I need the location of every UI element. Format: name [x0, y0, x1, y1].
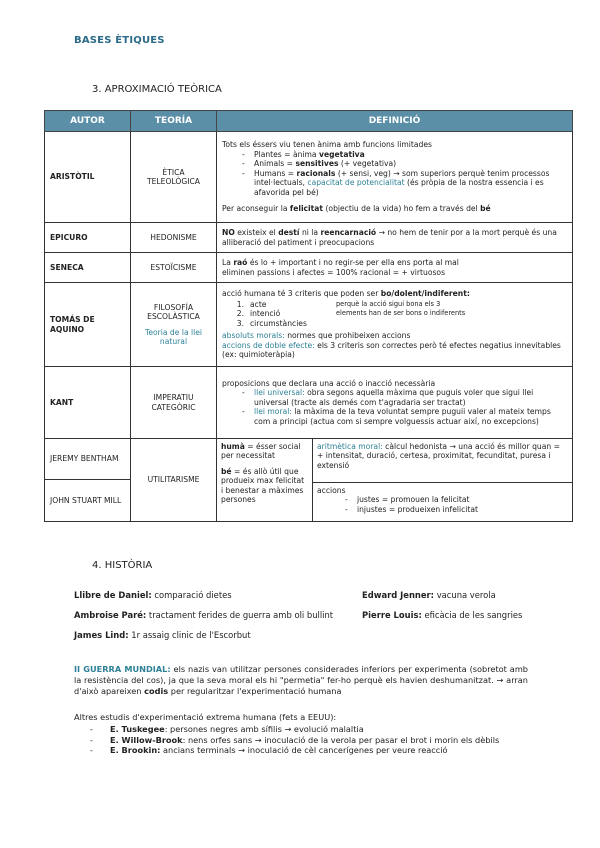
- section-4-title: 4. HISTÒRIA: [92, 560, 153, 571]
- definicio-cell: [217, 132, 573, 223]
- teoria-cell: UTILITARISME: [131, 439, 217, 522]
- altres-list: [90, 724, 530, 756]
- list-item: - llei moral: la màxima de la teva voluntat sempre puguii valer al mateix temps com a principi (actua com si sempre volguessis actuar així, no excepcions): [254, 407, 567, 426]
- table-row: [45, 439, 573, 522]
- definicio-cell: proposicions que declara una acció o inacció necessària - llei universal: obra segons aquella màxima que puguis voler que sigui llei universal (tracte als demés com t'agradaria ser tractat) - llei moral: la màxima de la teva voluntat sempre puguii valer al mateix temps com a principi (actua com si sempre volguessis actuar així, no excepcions): [217, 367, 573, 439]
- historia-lind: James Lind: 1r assaig clinic de l'Escorbut: [74, 630, 251, 640]
- historia-louis: Pierre Louis: eficàcia de les sangries: [362, 610, 523, 620]
- section-3-title: 3. APROXIMACIÓ TEÒRICA: [92, 84, 222, 95]
- ethics-table: [44, 110, 573, 522]
- table-row: [45, 283, 573, 367]
- document-header: BASES ÈTIQUES: [74, 35, 165, 46]
- list-item: - justes = promouen la felicitat: [357, 495, 568, 504]
- list-item: - llei universal: obra segons aquella màxima que puguis voler que sigui llei universal (tracte als demés com t'agradaria ser tractat): [254, 388, 567, 407]
- historia-daniel: Llibre de Daniel: comparació dietes: [74, 590, 232, 600]
- autor-cell: ARISTÒTIL: [45, 132, 131, 223]
- list-item: 1. acte perquè la acció sigui bona els 3: [236, 299, 441, 309]
- teoria-cell: FILOSOFÍA ESCOLÀSTICA Teoria de la llei natural: [131, 283, 217, 367]
- autor-cell: EPICURO: [45, 223, 131, 253]
- table-row: [45, 223, 573, 253]
- autor-cell: JEREMY BENTHAM JOHN STUART MILL: [45, 439, 131, 522]
- header-definicio: DEFINICIÓ: [217, 111, 573, 132]
- definicio-cell: humà = ésser social per necessitat bé = és allò útil que produeix max felicitat i benestar a màximes persones aritmètica moral: càlcul hedonista → una acció és millor quan = + intensitat, duració, certesa, proximitat, fecunditat, puresa i extensió accions - justes = promouen la felicitat - injustes = produeixen infelicitat: [217, 439, 573, 522]
- table-row: [45, 253, 573, 283]
- definicio-cell: acció humana té 3 criteris que poden ser bo/dolent/indiferent: 1. acte perquè la acció sigui bona els 3 2. intenció elements han de ser bons o indiferents 3. circumstàncies absoluts morals: normes que prohibeixen accions accions de doble efecte: els 3 criteris son correctes però té efectes negatius innevitables (ex: quimioteràpia): [217, 283, 573, 367]
- list-item: - injustes = produeixen infelicitat: [357, 505, 568, 514]
- list-item: - Humans = racionals (+ sensi, veg) → som superiors perquè tenim processos intel·lectuals, capacitat de potencialitat (és pròpia de la nostra essencia i es afavorida pel bé): [254, 169, 567, 197]
- definition-line: Per aconseguir la felicitat (objectiu de la vida) ho fem a través del bé: [222, 204, 491, 214]
- list-item: - E. Willow-Brook: nens orfes sans → inoculació de la verola per pasar el brot i morin els dèbils: [90, 735, 530, 746]
- altres-intro: Altres estudis d'experimentació extrema humana (fets a EEUU):: [74, 712, 337, 722]
- header-teoria: TEORÍA: [131, 111, 217, 132]
- autor-cell: KANT: [45, 367, 131, 439]
- teoria-cell: HEDONISME: [131, 223, 217, 253]
- list-item: 3. circumstàncies: [236, 318, 307, 328]
- teoria-cell: IMPERATIU CATEGÒRIC: [131, 367, 217, 439]
- list-item: - Plantes = ànima vegetativa: [254, 150, 567, 159]
- historia-pare: Ambroise Paré: tractament ferides de guerra amb oli bullint: [74, 610, 334, 620]
- list-item: 2. intenció elements han de ser bons o indiferents: [236, 309, 466, 319]
- autor-cell: TOMÁS DE AQUINO: [45, 283, 131, 367]
- list-item: - Animals = sensitives (+ vegetativa): [254, 159, 567, 168]
- autor-cell: SENECA: [45, 253, 131, 283]
- teoria-cell: ESTOÏCISME: [131, 253, 217, 283]
- historia-jenner: Edward Jenner: vacuna verola: [362, 590, 496, 600]
- list-item: - E. Brookin: ancians terminals → inoculació de cèl cancerígenes per veure reacció: [90, 745, 530, 756]
- table-row: [45, 367, 573, 439]
- header-autor: AUTOR: [45, 111, 131, 132]
- table-header-row: [45, 111, 573, 132]
- definicio-cell: La raó és lo + important i no regir-se per ella ens porta al mal eliminen passions i afectes = 100% racional = + virtuosos: [217, 253, 573, 283]
- guerra-paragraph: II GUERRA MUNDIAL: els nazis van utilitzar persones considerades inferiors per experimenta (sobretot amb la resistència del cos), ja que la seva moral els hi "permetia" fer-ho perquè els havien deshumanitzat. → arran d'això apareixen codis per regularitzar l'experimentació humana: [74, 664, 528, 696]
- definicio-cell: NO existeix el destí ni la reencarnació → no hem de tenir por a la mort perquè és una alliberació del patiment i preocupacions: [217, 223, 573, 253]
- list-item: - E. Tuskegee: persones negres amb sífilis → evolució malaltia: [90, 724, 530, 735]
- table-row: [45, 132, 573, 223]
- teoria-cell: ÈTICA TELEOLÒGICA: [131, 132, 217, 223]
- definition-line: Tots els éssers viu tenen ànima amb funcions limitades: [222, 140, 432, 150]
